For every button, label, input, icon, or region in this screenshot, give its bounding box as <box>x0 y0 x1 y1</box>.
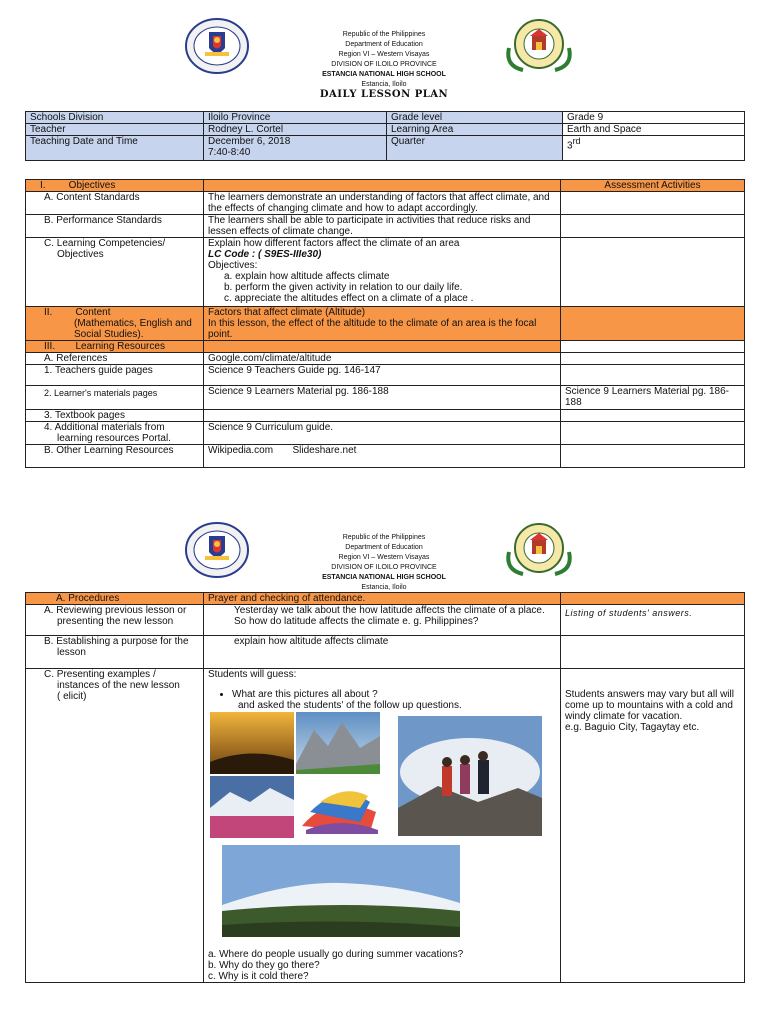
other-resource-wikipedia: Wikipedia.com <box>208 445 274 456</box>
other-resource-slideshare: Slideshare.net <box>292 445 357 456</box>
content-topic: Factors that affect climate (Altitude) <box>208 307 366 318</box>
info-row-division <box>26 112 745 124</box>
objective-c: c. appreciate the altitudes effect on a climate of a place . <box>224 293 474 304</box>
lc-code: LC Code : ( S9ES-IIIe30) <box>208 249 322 260</box>
other-resources-label: B. Other Learning Resources <box>26 445 204 468</box>
document-header-page2 <box>0 533 768 593</box>
purpose-label <box>26 636 204 669</box>
header2-division: DIVISION OF ILOILO PROVINCE <box>331 564 437 571</box>
textbook-value <box>204 410 561 422</box>
procedures-label: A. Procedures <box>26 593 204 605</box>
teachers-guide-row <box>26 365 745 386</box>
resources-assess <box>561 341 745 353</box>
competencies-row <box>26 238 745 307</box>
performance-standards-value: The learners shall be able to participate in activities that reduce risks and lessen effects of climate change. <box>204 215 561 238</box>
procedures-header-row <box>26 593 745 605</box>
objectives-heading <box>26 180 204 192</box>
lesson-plan-table <box>25 179 745 468</box>
content-standards-label: A. Content Standards <box>26 192 204 215</box>
quarter-cell <box>563 136 745 161</box>
presenting-label-line3: ( elicit) <box>57 691 87 702</box>
review-line2: So how do latitude affects the climate e. g. Philippines? <box>234 616 479 627</box>
performance-standards-label: B. Performance Standards <box>26 215 204 238</box>
review-line1: Yesterday we talk about the how latitude affects the climate of a place. <box>234 605 545 616</box>
content-label-line3: Social Studies). <box>74 329 144 340</box>
content-standards-assess <box>561 192 745 215</box>
time-value: 7:40-8:40 <box>208 147 251 158</box>
learners-materials-label: 2. Learner's materials pages <box>26 386 204 410</box>
header-school: ESTANCIA NATIONAL HIGH SCHOOL <box>322 71 446 78</box>
document-header <box>0 30 768 100</box>
content-row <box>26 307 745 341</box>
header-region: Region VI – Western Visayas <box>338 51 430 58</box>
teachers-guide-assess <box>561 365 745 386</box>
resources-label <box>26 341 204 353</box>
info-row-date <box>26 136 745 161</box>
resources-label-text: Learning Resources <box>75 341 165 352</box>
additional-materials-label <box>26 422 204 445</box>
textbook-label: 3. Textbook pages <box>26 410 204 422</box>
quarter-value: 3 <box>567 140 573 152</box>
quarter-label: Quarter <box>387 136 563 161</box>
references-row <box>26 353 745 365</box>
date-value: December 6, 2018 <box>208 136 291 147</box>
competencies-label-line1: C. Learning Competencies/ <box>44 238 166 249</box>
objectives-subhead: Objectives: <box>208 260 258 271</box>
purpose-label-line2: lesson <box>57 647 86 658</box>
header-republic: Republic of the Philippines <box>342 31 426 38</box>
learners-materials-value: Science 9 Learners Material pg. 186-188 <box>204 386 561 410</box>
performance-standards-assess <box>561 215 745 238</box>
info-row-teacher <box>26 124 745 136</box>
content-number: II. <box>44 307 53 318</box>
guess-bullets <box>226 689 556 700</box>
content-label <box>26 307 204 341</box>
assessment-heading: Assessment Activities <box>561 180 745 192</box>
header2-republic: Republic of the Philippines <box>342 534 426 541</box>
header2-region: Region VI – Western Visayas <box>338 554 430 561</box>
schools-division-label: Schools Division <box>26 112 204 124</box>
content-label-line2: (Mathematics, English and <box>74 318 192 329</box>
additional-materials-value: Science 9 Curriculum guide. <box>204 422 561 445</box>
teacher-value: Rodney L. Cortel <box>204 124 387 136</box>
header-division: DIVISION OF ILOILO PROVINCE <box>331 61 437 68</box>
content-assess <box>561 307 745 341</box>
question-c: c. Why is it cold there? <box>208 971 309 982</box>
purpose-assess <box>561 636 745 669</box>
procedures-value: Prayer and checking of attendance. <box>204 593 561 605</box>
grade-level-value: Grade 9 <box>563 112 745 124</box>
resources-header-row <box>26 341 745 353</box>
content-standards-value: The learners demonstrate an understanding of factors that affect climate, and the effects of changing climate and how to adapt accordingly. <box>204 192 561 215</box>
review-label <box>26 605 204 636</box>
objectives-number: I. <box>40 180 46 191</box>
additional-label-line2: learning resources Portal. <box>57 433 171 444</box>
textbook-row <box>26 410 745 422</box>
question-a: a. Where do people usually go during summer vacations? <box>208 949 464 960</box>
other-resources-row <box>26 445 745 468</box>
photo-collage <box>210 712 380 838</box>
teacher-label: Teacher <box>26 124 204 136</box>
lesson-info-table <box>25 111 745 161</box>
competencies-value <box>204 238 561 307</box>
teachers-guide-value: Science 9 Teachers Guide pg. 146-147 <box>204 365 561 386</box>
competencies-assess <box>561 238 745 307</box>
references-label: A. References <box>26 353 204 365</box>
resources-number: III. <box>44 341 56 352</box>
header-place: Estancia, Iloilo <box>361 81 407 88</box>
objectives-header-row <box>26 180 745 192</box>
quarter-suffix: rd <box>572 136 581 146</box>
review-row <box>26 605 745 636</box>
additional-label-line1: 4. Additional materials from <box>44 422 165 433</box>
objective-a: a. explain how altitude affects climate <box>224 271 390 282</box>
competency-text: Explain how different factors affect the climate of an area <box>208 238 460 249</box>
presenting-assess <box>561 669 745 983</box>
content-standards-row <box>26 192 745 215</box>
content-label-line1: Content <box>75 307 111 318</box>
other-resources-assess <box>561 445 745 468</box>
objectives-label: Objectives <box>68 180 116 191</box>
objective-b: b. perform the given activity in relation to our daily life. <box>224 282 463 293</box>
grade-level-label: Grade level <box>387 112 563 124</box>
header2-school: ESTANCIA NATIONAL HIGH SCHOOL <box>322 574 446 581</box>
references-value: Google.com/climate/altitude <box>204 353 561 365</box>
content-value <box>204 307 561 341</box>
date-cell <box>204 136 387 161</box>
learners-materials-row <box>26 386 745 410</box>
photo-snow-mountain <box>222 845 460 937</box>
review-label-line1: A. Reviewing previous lesson or <box>44 605 187 616</box>
header2-place: Estancia, Iloilo <box>361 584 407 591</box>
learning-area-value: Earth and Space <box>563 124 745 136</box>
competencies-label <box>26 238 204 307</box>
resources-blank <box>204 341 561 353</box>
procedures-assess <box>561 593 745 605</box>
photo-hikers <box>398 716 542 836</box>
presenting-label <box>26 669 204 983</box>
textbook-assess <box>561 410 745 422</box>
assess-examples: e.g. Baguio City, Tagaytay etc. <box>565 722 700 733</box>
purpose-value: explain how altitude affects climate <box>204 636 561 669</box>
learners-materials-assess: Science 9 Learners Material pg. 186-188 <box>561 386 745 410</box>
header-department: Department of Education <box>345 41 423 48</box>
objectives-blank <box>204 180 561 192</box>
learning-area-label: Learning Area <box>387 124 563 136</box>
header2-department: Department of Education <box>345 544 423 551</box>
document-title: DAILY LESSON PLAN <box>319 89 449 100</box>
teachers-guide-label: 1. Teachers guide pages <box>26 365 204 386</box>
other-resources-value <box>204 445 561 468</box>
date-label: Teaching Date and Time <box>26 136 204 161</box>
review-label-line2: presenting the new lesson <box>57 616 174 627</box>
question-b: b. Why do they go there? <box>208 960 320 971</box>
assess-answers: Students answers may vary but all will come up to mountains with a cold and windy climate for vacation. <box>565 689 734 722</box>
students-guess: Students will guess: <box>208 669 297 680</box>
review-value <box>204 605 561 636</box>
competencies-label-line2: Objectives <box>57 249 104 260</box>
performance-standards-row <box>26 215 745 238</box>
presenting-label-line1: C. Presenting examples / <box>44 669 156 680</box>
additional-materials-assess <box>561 422 745 445</box>
content-focus: In this lesson, the effect of the altitude to the climate of an area is the focal point. <box>208 318 537 340</box>
bullet-pictures: • What are this pictures all about ? <box>232 689 556 700</box>
purpose-label-line1: B. Establishing a purpose for the <box>44 636 189 647</box>
purpose-row <box>26 636 745 669</box>
references-assess <box>561 353 745 365</box>
presenting-label-line2: instances of the new lesson <box>57 680 180 691</box>
review-assess: Listing of students' answers. <box>561 605 745 636</box>
schools-division-value: Iloilo Province <box>204 112 387 124</box>
additional-materials-row <box>26 422 745 445</box>
bullet-followup: and asked the students' of the follow up questions. <box>238 700 462 711</box>
